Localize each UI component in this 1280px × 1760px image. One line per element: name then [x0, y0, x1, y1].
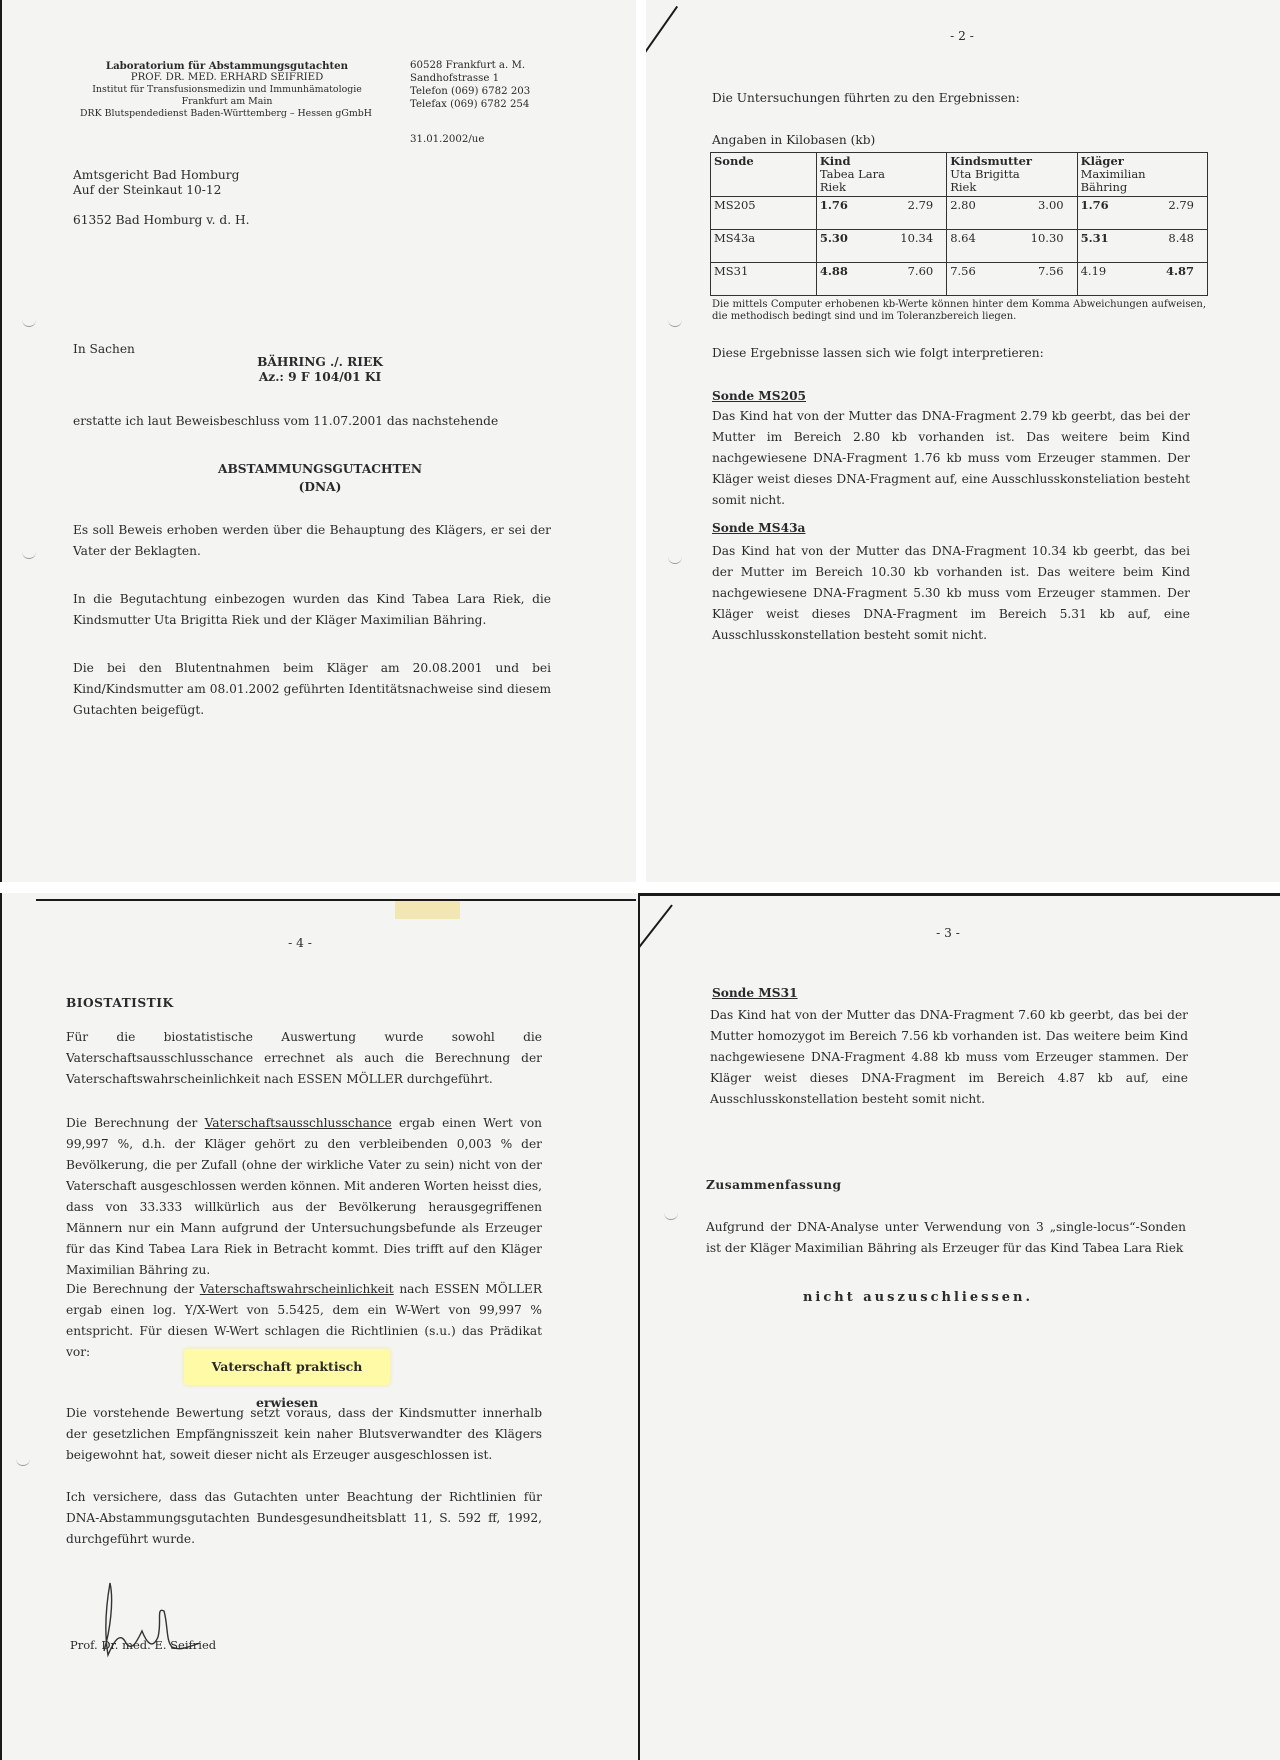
document-page-1 [0, 0, 642, 882]
signer-name: Prof. Dr. med. E. Seifried [70, 1638, 217, 1652]
value: 8.64 [950, 231, 976, 245]
table-row [711, 230, 1208, 263]
table-row [711, 197, 1208, 230]
value: 1.76 [1080, 198, 1109, 212]
mutter-cell [947, 230, 1077, 263]
value: 10.34 [900, 231, 934, 245]
recipient-line-2: Auf der Steinkaut 10-12 [73, 183, 222, 197]
paragraph-claim: Es soll Beweis erhoben werden über die Behauptung des Klägers, er sei der Vater der Beklagten. [73, 523, 551, 558]
header-label: Kläger [1080, 154, 1124, 168]
value: 4.87 [1165, 264, 1194, 278]
case-number: Az.: 9 F 104/01 KI [258, 370, 382, 384]
text: Die Berechnung der [66, 1282, 195, 1296]
probe-cell: MS43a [711, 230, 817, 263]
lab-institute: Institut für Transfusionsmedizin und Immunhämatologie [92, 84, 362, 95]
lab-fax: Telefax (069) 6782 254 [410, 99, 530, 110]
section-ms31-title: Sonde MS31 [712, 986, 798, 1000]
header-label: Kindsmutter [950, 154, 1032, 168]
section-ms31-text: Das Kind hat von der Mutter das DNA-Fragment 7.60 kb geerbt, das bei der Mutter homozygot im Bereich 7.56 kb vorhanden ist. Das weitere beim Kind nachgewiesene DNA-Fragment 4.88 kb muss vom Erzeuger stammen. Der Kläger weist dieses DNA-Fragment im Bereich 4.87 kb auf, eine Ausschlusskonstellation besteht somit nicht. [710, 1008, 1188, 1106]
intro-line: erstatte ich laut Beweisbeschluss vom 11.07.2001 das nachstehende [73, 414, 499, 428]
page-edge [0, 893, 2, 1760]
recipient-line-3: 61352 Bad Homburg v. d. H. [73, 213, 250, 227]
paragraph-condition: Die vorstehende Bewertung setzt voraus, dass der Kindsmutter innerhalb der gesetzlichen Empfängnisszeit kein naher Blutsverwandter des Klägers beigewohnt hat, soweit dieser nicht als Erzeuger ausgeschlossen ist. [66, 1406, 542, 1462]
scan-gutter [0, 882, 1280, 893]
conclusion: nicht auszuschliessen. [802, 1290, 1034, 1305]
summary-text: Aufgrund der DNA-Analyse unter Verwendung von 3 „single-locus“-Sonden ist der Kläger Maximilian Bähring als Erzeuger für das Kind Tabea Lara Riek [706, 1220, 1186, 1255]
page-edge [638, 893, 1280, 896]
lab-city: Frankfurt am Main [181, 96, 273, 107]
value: 3.00 [1037, 198, 1064, 212]
results-intro: Die Untersuchungen führten zu den Ergebnissen: [712, 91, 1020, 105]
value: 4.88 [819, 264, 848, 278]
report-subheading: (DNA) [298, 480, 342, 494]
punch-hole [22, 550, 36, 559]
case-title: BÄHRING ./. RIEK [257, 355, 383, 369]
value: 2.79 [1168, 198, 1194, 212]
value: 2.80 [950, 198, 976, 212]
section-ms43a-text: Das Kind hat von der Mutter das DNA-Fragment 10.34 kb geerbt, das bei der Mutter im Bereich 10.30 kb vorhanden ist. Das weitere beim Kind nachgewiesene DNA-Fragment 5.30 kb muss vom Erzeuger stammen. Der Kläger weist dieses DNA-Fragment im Bereich 5.31 kb auf, eine Ausschlusskonstellation besteht somit nicht. [712, 544, 1190, 642]
text: ergab einen Wert von 99,997 %, d.h. der Kläger gehört zu den verbleibenden 0,003 % der Bevölkerung, die per Zufall (ohne der wirkliche Vater zu sein) nicht von der Vaterschaft ausgeschlossen werden können. Mit anderen Worten heisst dies, dass von 33.333 willkürlich aus der Bevölkerung herausgegriffenen Männern nur ein Mann aufgrund der Untersuchungsbefunde als Erzeuger für das Kind Tabea Lara Riek in Betracht kommt. Dies trifft auf den Kläger Maximilian Bähring zu. [66, 1116, 543, 1277]
kind-cell [816, 230, 946, 263]
page-edge [638, 893, 640, 1760]
section-ms205-title: Sonde MS205 [712, 389, 807, 403]
lab-phone: Telefon (069) 6782 203 [410, 86, 531, 97]
header-label: Kind [819, 154, 851, 168]
unit-label: Angaben in Kilobasen (kb) [712, 133, 876, 147]
biostatistik-heading: BIOSTATISTIK [66, 996, 174, 1010]
paragraph-participants: In die Begutachtung einbezogen wurden das Kind Tabea Lara Riek, die Kindsmutter Uta Brigitta Riek und der Kläger Maximilian Bähring. [73, 592, 551, 627]
kind-cell [816, 197, 946, 230]
header-label: Sonde [714, 154, 754, 168]
recipient-line-1: Amtsgericht Bad Homburg [73, 168, 240, 182]
klaeger-cell [1077, 197, 1207, 230]
lab-street: Sandhofstrasse 1 [410, 73, 500, 84]
page-edge [0, 0, 2, 882]
table-note: Die mittels Computer erhobenen kb-Werte können hinter dem Komma Abweichungen aufweisen, die methodisch bedingt sind und im Toleranzbereich liegen. [712, 299, 1206, 322]
value: 10.30 [1030, 231, 1064, 245]
page-number: - 2 - [950, 29, 974, 43]
page-fold-line [638, 904, 673, 948]
value: 7.56 [1037, 264, 1064, 278]
header-person: Maximilian Bähring [1080, 167, 1146, 194]
klaeger-cell [1077, 263, 1207, 296]
value: 5.30 [819, 231, 848, 245]
text: Die Berechnung der [66, 1116, 198, 1130]
probe-cell: MS31 [711, 263, 817, 296]
punch-hole [16, 1457, 30, 1466]
table-header-row [711, 153, 1208, 197]
value: 2.79 [907, 198, 934, 212]
lab-zip-city: 60528 Frankfurt a. M. [410, 60, 526, 71]
lab-org: DRK Blutspendedienst Baden-Württemberg – Hessen gGmbH [80, 108, 372, 119]
header-cell-kind [816, 153, 946, 197]
paragraph-exclusion [66, 1113, 542, 1281]
table-row [711, 263, 1208, 296]
header-person: Uta Brigitta Riek [950, 167, 1020, 194]
punch-hole [668, 555, 682, 564]
tape-strip [395, 901, 460, 919]
document-page-4 [0, 893, 638, 1760]
value: 7.56 [950, 264, 976, 278]
summary-heading: Zusammenfassung [706, 1178, 842, 1192]
value: 7.60 [907, 264, 934, 278]
value: 4.19 [1080, 264, 1107, 278]
header-cell-klaeger [1077, 153, 1207, 197]
lab-name: Laboratorium für Abstammungsgutachten [105, 60, 349, 72]
term: Vaterschaftsausschlusschance [204, 1116, 392, 1130]
text: nach ESSEN MÖLLER ergab einen log. Y/X-Wert von 5.5425, dem ein W-Wert von 99,997 % entspricht. Für diesen W-Wert schlagen die Richtlinien (s.u.) das Prädikat vor: [66, 1282, 543, 1359]
paragraph-assurance: Ich versichere, dass das Gutachten unter Beachtung der Richtlinien für DNA-Abstammungsgutachten Bundesgesundheitsblatt 11, S. 592 ff, 1992, durchgeführt wurde. [66, 1490, 542, 1546]
header-cell-sonde [711, 153, 817, 197]
page-number: - 3 - [936, 926, 960, 940]
kind-cell [816, 263, 946, 296]
verdict-highlight: Vaterschaft praktisch erwiesen [184, 1349, 390, 1385]
punch-hole [22, 318, 36, 327]
punch-hole [668, 318, 682, 327]
document-page-3 [638, 893, 1280, 1760]
header-cell-kindsmutter [947, 153, 1077, 197]
page-edge [36, 899, 636, 901]
section-ms205-text: Das Kind hat von der Mutter das DNA-Fragment 2.79 kb geerbt, das bei der Mutter im Bereich 2.80 kb vorhanden ist. Das weitere beim Kind nachgewiesene DNA-Fragment 1.76 kb muss vom Erzeuger stammen. Der Kläger weist dieses DNA-Fragment auf, eine Ausschlusskonsteliation besteht somit nicht. [712, 409, 1190, 507]
in-sachen-label: In Sachen [73, 342, 135, 356]
report-heading: ABSTAMMUNGSGUTACHTEN [218, 462, 422, 476]
results-table [710, 152, 1208, 296]
term: Vaterschaftswahrscheinlichkeit [199, 1282, 394, 1296]
page-fold-line [642, 6, 678, 56]
mutter-cell [947, 263, 1077, 296]
paragraph-identity: Die bei den Blutentnahmen beim Kläger am 20.08.2001 und bei Kind/Kindsmutter am 08.01.2002 geführten Identitätsnachweise sind diesem Gutachten beigefügt. [73, 661, 551, 717]
interpret-intro: Diese Ergebnisse lassen sich wie folgt interpretieren: [712, 346, 1044, 360]
section-ms43a-title: Sonde MS43a [712, 521, 806, 535]
page-number: - 4 - [288, 936, 312, 950]
value: 1.76 [819, 198, 848, 212]
punch-hole [664, 1211, 678, 1220]
lab-head: PROF. DR. MED. ERHARD SEIFRIED [130, 72, 324, 83]
mutter-cell [947, 197, 1077, 230]
probe-cell: MS205 [711, 197, 817, 230]
value: 8.48 [1168, 231, 1194, 245]
document-date: 31.01.2002/ue [410, 134, 485, 145]
value: 5.31 [1080, 231, 1109, 245]
paragraph-method: Für die biostatistische Auswertung wurde sowohl die Vaterschaftsausschlusschance errechnet als auch die Berechnung der Vaterschaftswahrscheinlichkeit nach ESSEN MÖLLER durchgeführt. [66, 1030, 542, 1086]
header-person: Tabea Lara Riek [819, 167, 885, 194]
document-page-2 [642, 0, 1280, 882]
klaeger-cell [1077, 230, 1207, 263]
